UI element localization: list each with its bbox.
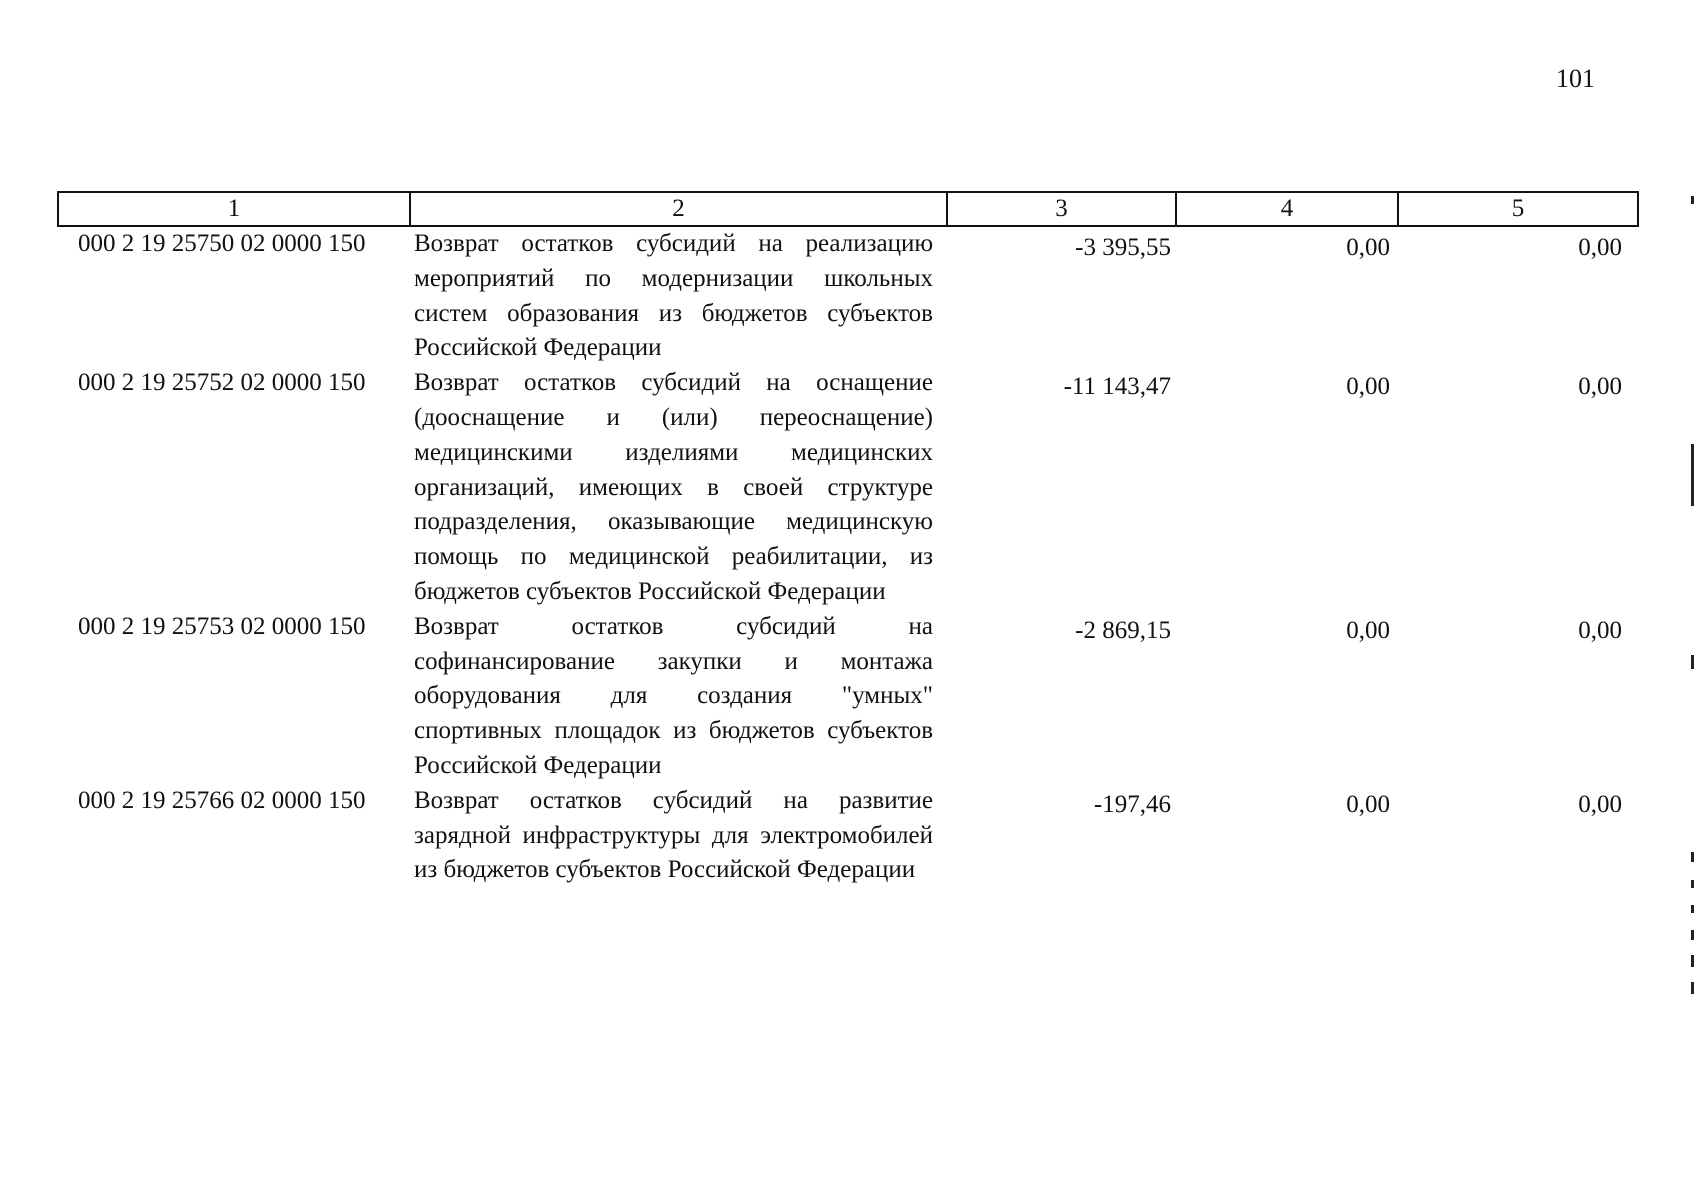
table-row [58, 366, 1638, 610]
row-value-col4: 0,00 [1346, 790, 1390, 818]
scan-mark [1691, 905, 1694, 913]
scan-mark [1691, 930, 1694, 940]
header-col-5: 5 [1398, 192, 1638, 226]
header-col-3: 3 [947, 192, 1176, 226]
row-value-col3: -2 869,15 [1075, 616, 1171, 644]
row-description: Возврат остатков субсидий на оснащение (дооснащение и (или) переоснащение) медицинскими изделиями медицинских организаций, имеющих в своей структуре подразделения, оказывающие медицинскую помощь по медицинской реабилитации, из бюджетов субъектов Российской Федерации [414, 369, 933, 605]
row-value-col3: -197,46 [1093, 790, 1171, 818]
row-description: Возврат остатков субсидий на реализацию мероприятий по модернизации школьных систем образования из бюджетов субъектов Российской Федерации [414, 230, 933, 362]
row-code: 000 2 19 25766 02 0000 150 [78, 786, 366, 814]
row-value-col5: 0,00 [1578, 616, 1622, 644]
scan-mark [1691, 444, 1694, 506]
budget-table [57, 191, 1639, 888]
header-row [58, 192, 1638, 226]
row-code: 000 2 19 25753 02 0000 150 [78, 612, 366, 640]
table-body [58, 226, 1638, 888]
row-value-col5: 0,00 [1578, 790, 1622, 818]
row-description: Возврат остатков субсидий на развитие зарядной инфраструктуры для электромобилей из бюджетов субъектов Российской Федерации [414, 786, 933, 884]
row-value-col4: 0,00 [1346, 373, 1390, 401]
table-header [58, 192, 1638, 226]
scan-mark [1691, 196, 1694, 204]
scan-mark [1691, 955, 1694, 967]
row-code: 000 2 19 25752 02 0000 150 [78, 369, 366, 397]
scan-mark [1691, 852, 1694, 862]
row-value-col5: 0,00 [1578, 234, 1622, 261]
scan-mark [1691, 655, 1694, 669]
row-description: Возврат остатков субсидий на софинансирование закупки и монтажа оборудования для создания "умных" спортивных площадок из бюджетов субъектов Российской Федерации [414, 612, 933, 779]
header-col-2: 2 [410, 192, 947, 226]
row-code: 000 2 19 25750 02 0000 150 [78, 230, 366, 257]
row-value-col4: 0,00 [1346, 234, 1390, 261]
row-value-col4: 0,00 [1346, 616, 1390, 644]
row-value-col5: 0,00 [1578, 373, 1622, 401]
table-row [58, 610, 1638, 784]
scan-edge-marks [1687, 0, 1696, 1200]
page-number: 101 [1556, 64, 1595, 93]
table-row [58, 226, 1638, 366]
row-value-col3: -3 395,55 [1075, 234, 1171, 261]
table-row [58, 784, 1638, 888]
header-col-4: 4 [1176, 192, 1398, 226]
row-value-col3: -11 143,47 [1063, 373, 1171, 401]
header-col-1: 1 [58, 192, 410, 226]
scan-mark [1691, 880, 1694, 888]
scan-mark [1691, 982, 1694, 994]
